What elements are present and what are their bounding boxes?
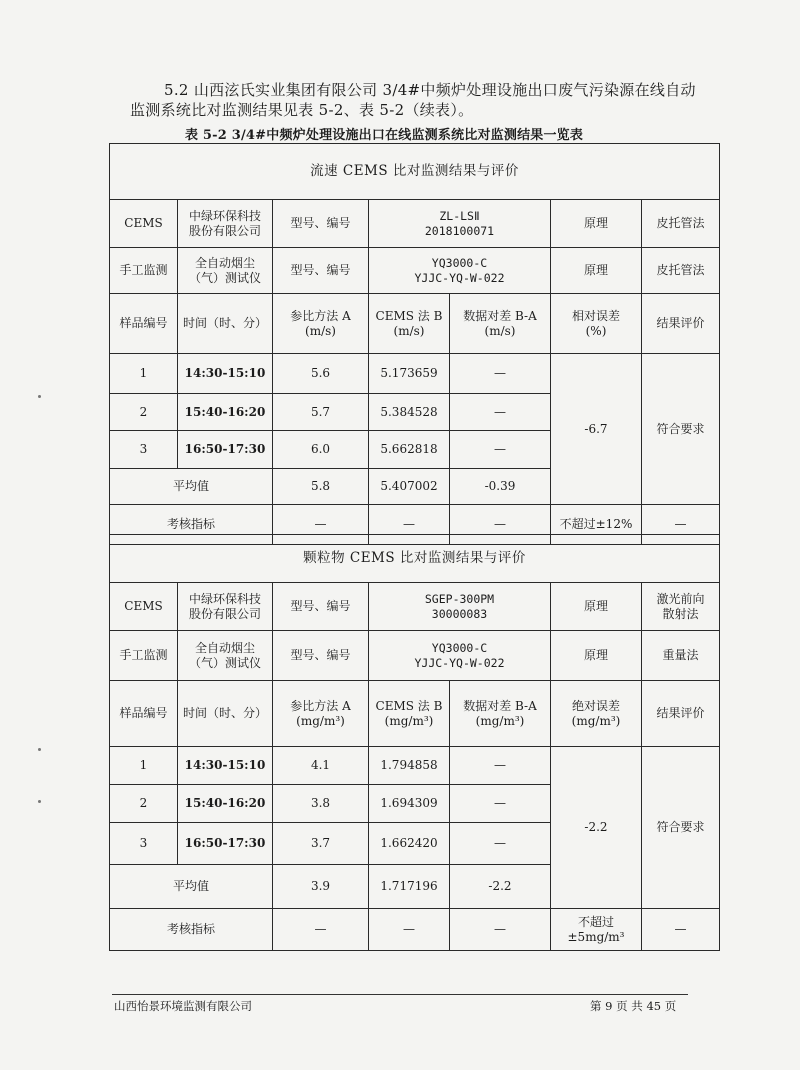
flow-average-label: 平均值 bbox=[110, 469, 273, 505]
particle-manual-model-label: 型号、编号 bbox=[273, 631, 369, 681]
flow-row-a: 6.0 bbox=[273, 431, 369, 469]
particle-header-sample: 样品编号 bbox=[110, 681, 178, 747]
particle-row-diff: — bbox=[450, 785, 551, 823]
particle-index-a: — bbox=[273, 909, 369, 951]
flow-row-b: 5.173659 bbox=[369, 354, 450, 394]
flow-index-diff: — bbox=[450, 505, 551, 545]
particle-header-error: 绝对误差 (mg/m³) bbox=[551, 681, 642, 747]
particle-row-diff: — bbox=[450, 747, 551, 785]
flow-average-diff: -0.39 bbox=[450, 469, 551, 505]
particle-row-id: 1 bbox=[110, 747, 178, 785]
particle-evaluation: 符合要求 bbox=[642, 747, 720, 909]
flow-row-b: 5.384528 bbox=[369, 394, 450, 431]
particle-row-time: 14:30-15:10 bbox=[178, 747, 273, 785]
flow-evaluation: 符合要求 bbox=[642, 354, 720, 505]
particle-row-b: 1.662420 bbox=[369, 823, 450, 865]
particle-cems-label: CEMS bbox=[110, 583, 178, 631]
particle-row-b: 1.794858 bbox=[369, 747, 450, 785]
flow-header-diff: 数据对差 B-A (m/s) bbox=[450, 294, 551, 354]
particle-manual-instrument: 全自动烟尘 （气）测试仪 bbox=[178, 631, 273, 681]
flow-row-id: 1 bbox=[110, 354, 178, 394]
particle-row-id: 3 bbox=[110, 823, 178, 865]
flow-index-limit: 不超过±12% bbox=[551, 505, 642, 545]
particle-cems-model: SGEP-300PM 30000083 bbox=[369, 583, 551, 631]
particle-row-a: 4.1 bbox=[273, 747, 369, 785]
flow-row-a: 5.7 bbox=[273, 394, 369, 431]
flow-row-b: 5.662818 bbox=[369, 431, 450, 469]
flow-manual-instrument: 全自动烟尘 （气）测试仪 bbox=[178, 248, 273, 294]
particle-index-diff: — bbox=[450, 909, 551, 951]
flow-average-b: 5.407002 bbox=[369, 469, 450, 505]
flow-index-label: 考核指标 bbox=[110, 505, 273, 545]
particle-index-row bbox=[110, 909, 720, 951]
particle-average-b: 1.717196 bbox=[369, 865, 450, 909]
flow-header-a: 参比方法 A (m/s) bbox=[273, 294, 369, 354]
particle-index-limit: 不超过±5mg/m³ bbox=[551, 909, 642, 951]
flow-row-id: 3 bbox=[110, 431, 178, 469]
flow-manual-label: 手工监测 bbox=[110, 248, 178, 294]
flow-header-sample: 样品编号 bbox=[110, 294, 178, 354]
particle-row-a: 3.7 bbox=[273, 823, 369, 865]
flow-cems-model-label: 型号、编号 bbox=[273, 200, 369, 248]
particle-header-time: 时间（时、分） bbox=[178, 681, 273, 747]
particle-manual-principle-label: 原理 bbox=[551, 631, 642, 681]
flow-manual-principle: 皮托管法 bbox=[642, 248, 720, 294]
particle-row-id: 2 bbox=[110, 785, 178, 823]
intro-paragraph bbox=[130, 80, 720, 120]
particle-index-label: 考核指标 bbox=[110, 909, 273, 951]
flow-header-eval: 结果评价 bbox=[642, 294, 720, 354]
flow-index-a: — bbox=[273, 505, 369, 545]
footer-divider bbox=[112, 994, 688, 995]
flow-cems-model: ZL-LSⅡ 2018100071 bbox=[369, 200, 551, 248]
intro-line-1: 5.2 山西泫氏实业集团有限公司 3/4#中频炉处理设施出口废气污染源在线自动 bbox=[164, 81, 696, 99]
flow-relative-error: -6.7 bbox=[551, 354, 642, 505]
flow-header-time: 时间（时、分） bbox=[178, 294, 273, 354]
flow-manual-model-label: 型号、编号 bbox=[273, 248, 369, 294]
footer-company: 山西怡景环境监测有限公司 bbox=[114, 999, 252, 1013]
particle-header-b: CEMS 法 B (mg/m³) bbox=[369, 681, 450, 747]
footer-page-number: 第 9 页 共 45 页 bbox=[590, 999, 677, 1013]
particle-index-eval: — bbox=[642, 909, 720, 951]
intro-line-2: 监测系统比对监测结果见表 5-2、表 5-2（续表）。 bbox=[130, 101, 474, 119]
flow-row-diff: — bbox=[450, 431, 551, 469]
table-row bbox=[110, 747, 720, 785]
flow-row-time: 16:50-17:30 bbox=[178, 431, 273, 469]
particle-manual-model: YQ3000-C YJJC-YQ-W-022 bbox=[369, 631, 551, 681]
flow-cems-company: 中绿环保科技 股份有限公司 bbox=[178, 200, 273, 248]
flow-index-eval: — bbox=[642, 505, 720, 545]
particle-header-diff: 数据对差 B-A (mg/m³) bbox=[450, 681, 551, 747]
particle-average-label: 平均值 bbox=[110, 865, 273, 909]
particle-cems-company: 中绿环保科技 股份有限公司 bbox=[178, 583, 273, 631]
flow-header-error: 相对误差 (%) bbox=[551, 294, 642, 354]
particle-row-time: 16:50-17:30 bbox=[178, 823, 273, 865]
particle-table bbox=[109, 534, 720, 951]
particle-average-diff: -2.2 bbox=[450, 865, 551, 909]
particle-cems-principle-label: 原理 bbox=[551, 583, 642, 631]
flow-cems-principle: 皮托管法 bbox=[642, 200, 720, 248]
flow-row-a: 5.6 bbox=[273, 354, 369, 394]
particle-manual-label: 手工监测 bbox=[110, 631, 178, 681]
particle-row-b: 1.694309 bbox=[369, 785, 450, 823]
flow-cems-label: CEMS bbox=[110, 200, 178, 248]
flow-row-diff: — bbox=[450, 354, 551, 394]
particle-cems-model-label: 型号、编号 bbox=[273, 583, 369, 631]
flow-manual-principle-label: 原理 bbox=[551, 248, 642, 294]
particle-absolute-error: -2.2 bbox=[551, 747, 642, 909]
flow-row-time: 14:30-15:10 bbox=[178, 354, 273, 394]
particle-row-time: 15:40-16:20 bbox=[178, 785, 273, 823]
particle-index-b: — bbox=[369, 909, 450, 951]
flow-average-a: 5.8 bbox=[273, 469, 369, 505]
flow-table bbox=[109, 143, 720, 545]
particle-manual-principle: 重量法 bbox=[642, 631, 720, 681]
flow-header-b: CEMS 法 B (m/s) bbox=[369, 294, 450, 354]
scan-mark bbox=[38, 748, 41, 751]
particle-header-eval: 结果评价 bbox=[642, 681, 720, 747]
scan-mark bbox=[38, 800, 41, 803]
flow-manual-model: YQ3000-C YJJC-YQ-W-022 bbox=[369, 248, 551, 294]
particle-header-a: 参比方法 A (mg/m³) bbox=[273, 681, 369, 747]
flow-table-title: 流速 CEMS 比对监测结果与评价 bbox=[110, 144, 720, 200]
table-caption: 表 5-2 3/4#中频炉处理设施出口在线监测系统比对监测结果一览表 bbox=[185, 128, 584, 143]
particle-average-a: 3.9 bbox=[273, 865, 369, 909]
table-row bbox=[110, 354, 720, 394]
scan-mark bbox=[38, 395, 41, 398]
particle-cems-principle: 激光前向 散射法 bbox=[642, 583, 720, 631]
flow-row-time: 15:40-16:20 bbox=[178, 394, 273, 431]
particle-row-a: 3.8 bbox=[273, 785, 369, 823]
flow-index-b: — bbox=[369, 505, 450, 545]
flow-cems-principle-label: 原理 bbox=[551, 200, 642, 248]
flow-row-id: 2 bbox=[110, 394, 178, 431]
particle-table-title: 颗粒物 CEMS 比对监测结果与评价 bbox=[110, 535, 720, 583]
flow-row-diff: — bbox=[450, 394, 551, 431]
particle-row-diff: — bbox=[450, 823, 551, 865]
